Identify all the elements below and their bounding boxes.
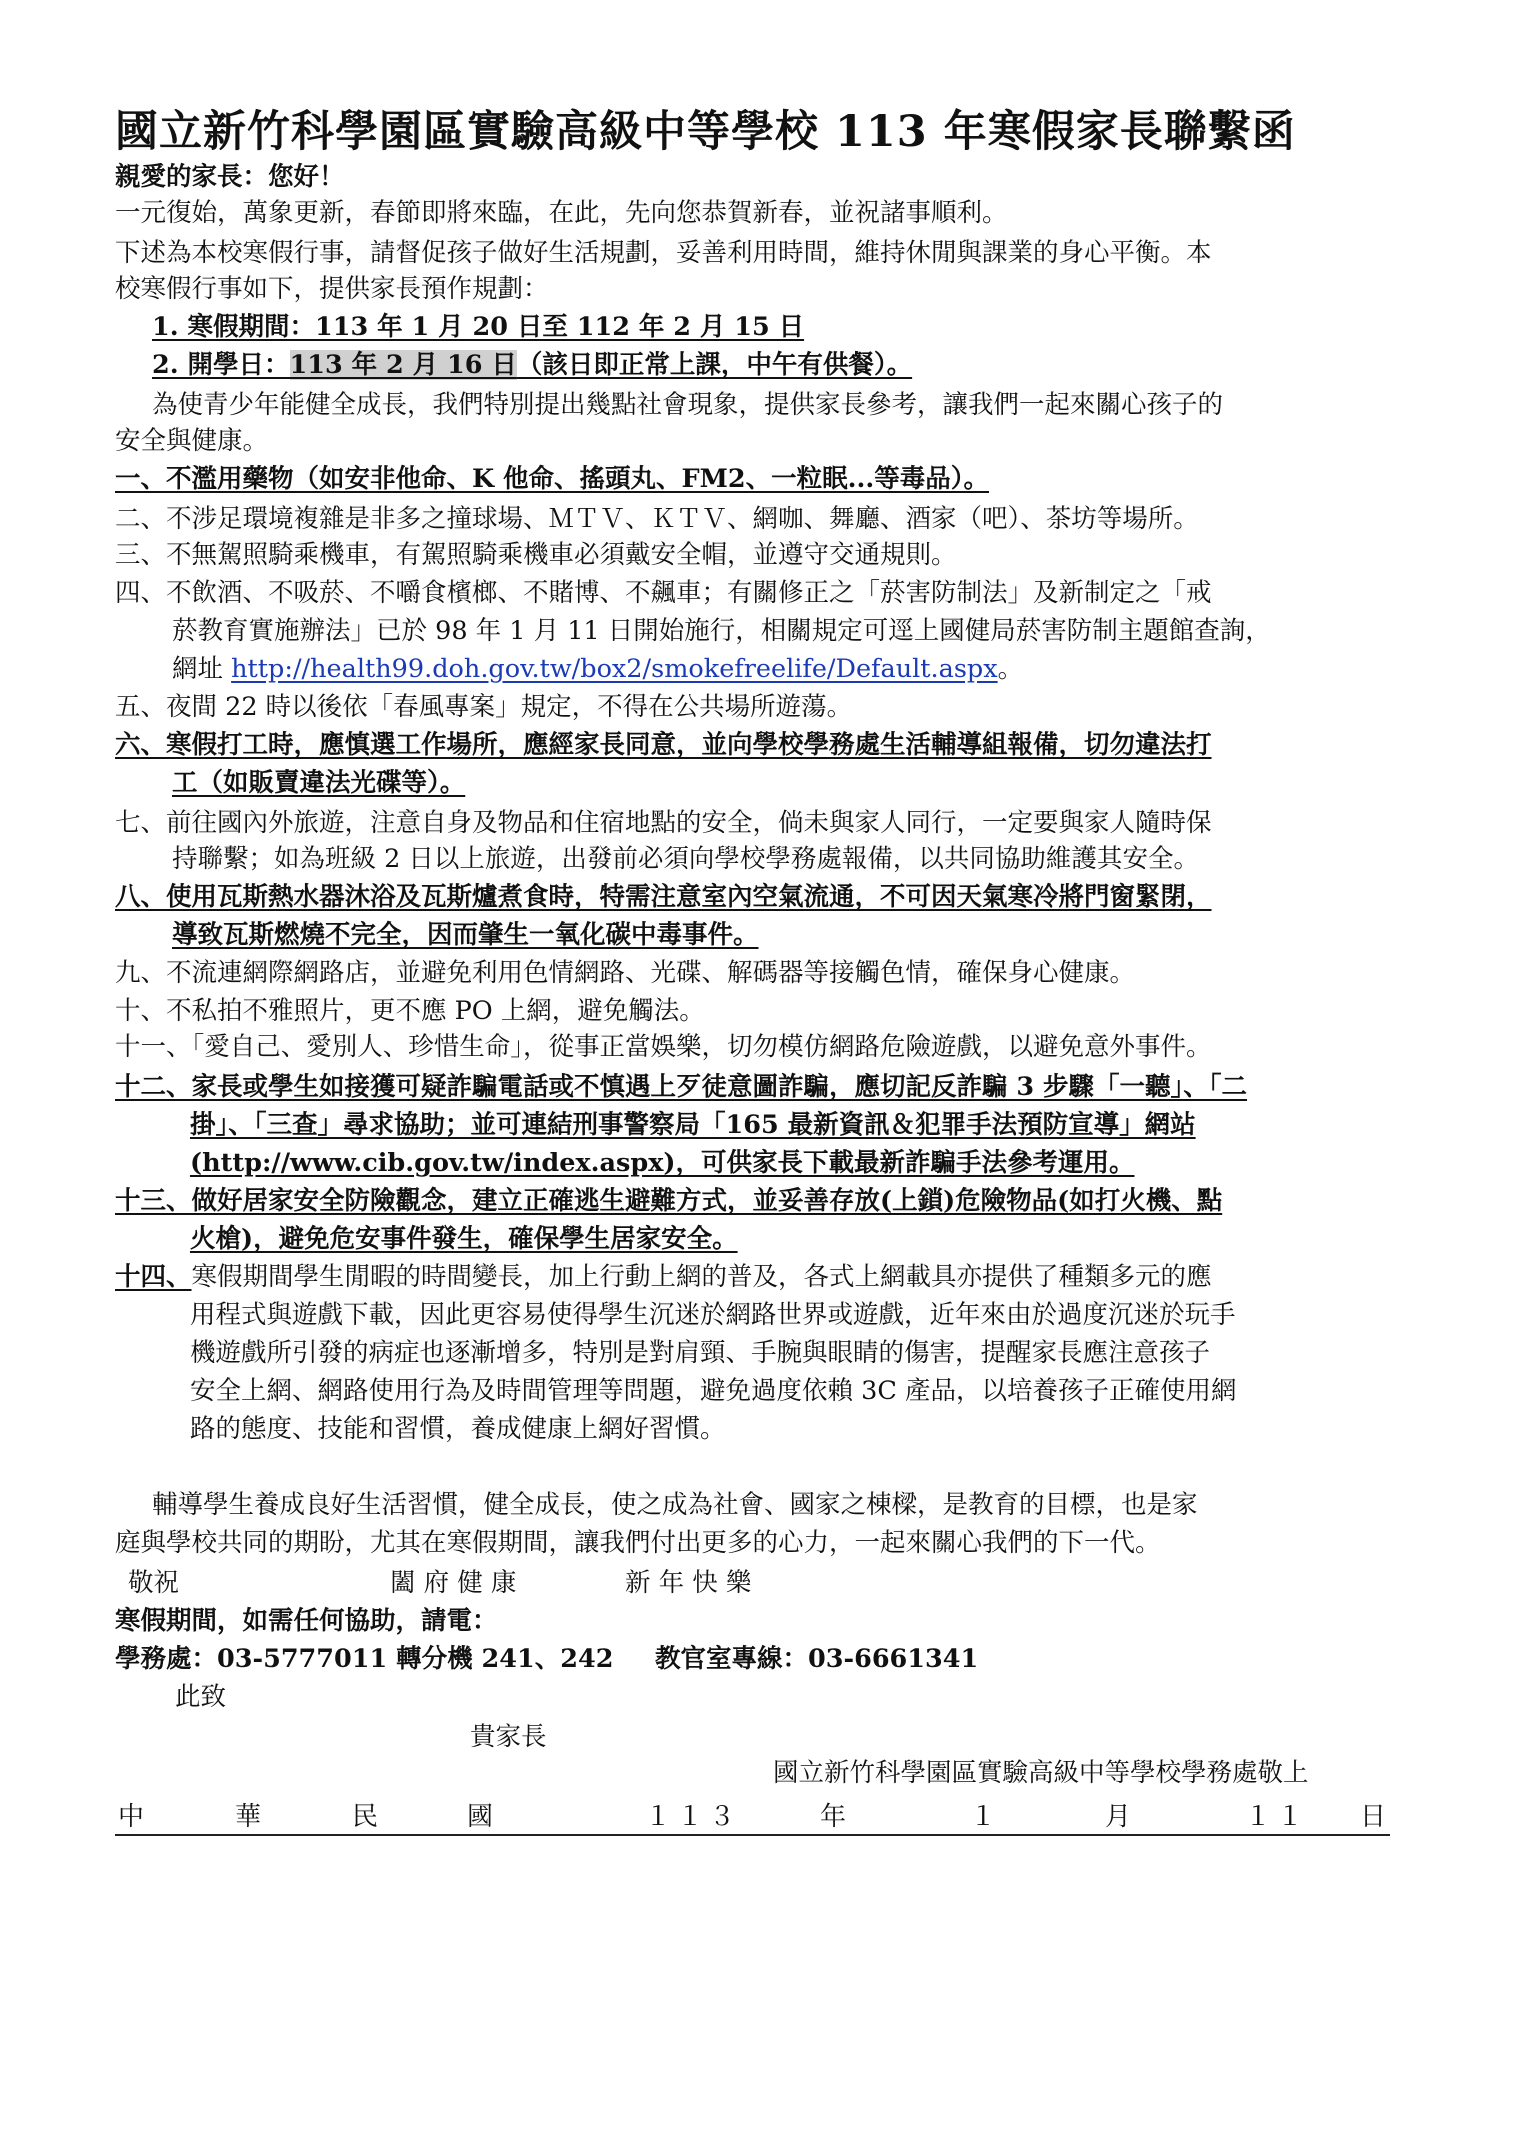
rule-12-line-2: 掛」、「三查」尋求協助；並可連結刑事警察局「165 最新資訊＆犯罪手法預防宣導」網站 (190, 1110, 1196, 1140)
rule-10: 十、不私拍不雅照片，更不應 PO 上網，避免觸法。 (115, 996, 705, 1026)
intro-line-2: 下述為本校寒假行事，請督促孩子做好生活規劃，妥善利用時間，維持休閒與課業的身心平衡。本 (115, 238, 1212, 268)
concern-intro-line-2: 安全與健康。 (115, 426, 269, 456)
intro-line-3: 校寒假行事如下，提供家長預作規劃： (115, 274, 549, 304)
sign-off-recipient: 貴家長 (470, 1722, 547, 1752)
rule-13-line-2: 火槍)，避免危安事件發生，確保學生居家安全。 (190, 1224, 738, 1254)
date-char-yue: 月 (1105, 1802, 1132, 1832)
date-char-ri: 日 (1360, 1802, 1387, 1832)
rule-14-text-1: 寒假期間學生閒暇的時間變長，加上行動上網的普及，各式上網載具亦提供了種類多元的應 (191, 1262, 1212, 1292)
rule-4-line-2: 菸教育實施辦法」已於 98 年 1 月 11 日開始施行，相關規定可逕上國健局菸害防制主題館查詢， (172, 616, 1271, 646)
contact-heading: 寒假期間，如需任何協助，請電： (115, 1606, 498, 1636)
rule-8-line-2: 導致瓦斯燃燒不完全，因而肇生一氧化碳中毒事件。 (172, 920, 759, 950)
wishes-health: 闔 府 健 康 (390, 1568, 517, 1598)
contact-office: 學務處：03-5777011 轉分機 241、242 (115, 1644, 614, 1674)
wishes-new-year: 新 年 快 樂 (625, 1568, 752, 1598)
rule-1: 一、不濫用藥物（如安非他命、K 他命、搖頭丸、FM2、一粒眠...等毒品）。 (115, 464, 989, 494)
rule-8-line-1: 八、使用瓦斯熱水器沐浴及瓦斯爐煮食時，特需注意室內空氣流通，不可因天氣寒冷將門窗緊閉， (115, 882, 1212, 912)
rule-14-line-2: 用程式與遊戲下載，因此更容易使得學生沉迷於網路世界或遊戲，近年來由於過度沉迷於玩手 (190, 1300, 1236, 1330)
rule-6-line-2: 工（如販賣違法光碟等）。 (172, 768, 466, 798)
rule-3: 三、不無駕照騎乘機車，有駕照騎乘機車必須戴安全帽，並遵守交通規則。 (115, 540, 957, 570)
date-year: １１３ (645, 1802, 742, 1832)
rule-2: 二、不涉足環境複雜是非多之撞球場、ＭＴＶ、ＫＴＶ、網咖、舞廳、酒家（吧）、茶坊等場所。 (115, 504, 1199, 534)
greeting: 親愛的家長：您好！ (115, 162, 345, 192)
schedule-school-start (152, 348, 912, 382)
rule-7-line-1: 七、前往國內外旅遊，注意自身及物品和住宿地點的安全，倘未與家人同行，一定要與家人隨時保 (115, 808, 1212, 838)
rule-12-line-3: (http://www.cib.gov.tw/index.aspx)，可供家長下載最新詐騙手法參考運用。 (190, 1148, 1135, 1178)
rule-13-line-1: 十三、做好居家安全防險觀念，建立正確逃生避難方式，並妥善存放(上鎖)危險物品(如打火機、點 (115, 1186, 1223, 1216)
rule-14-line-3: 機遊戲所引發的病症也逐漸增多，特別是對肩頸、手腕與眼睛的傷害，提醒家長應注意孩子 (190, 1338, 1211, 1368)
sign-off-to: 此致 (175, 1682, 227, 1712)
date-day: １１ (1245, 1802, 1310, 1832)
smokefree-link[interactable]: http://health99.doh.gov.tw/box2/smokefreelife/Default.aspx (231, 654, 998, 684)
school-start-date: 113 年 2 月 16 日 (289, 350, 517, 380)
rule-12-line-1: 十二、家長或學生如接獲可疑詐騙電話或不慎遇上歹徒意圖詐騙，應切記反詐騙 3 步驟「一聽」、「二 (115, 1072, 1248, 1102)
date-char-nian: 年 (820, 1802, 847, 1832)
date-char-zhong: 中 (118, 1802, 145, 1832)
letter-title: 國立新竹科學園區實驗高級中等學校 113 年寒假家長聯繫函 (115, 107, 1296, 157)
rule-4-line-3 (172, 652, 1023, 686)
rule-14-label: 十四、 (115, 1262, 192, 1292)
concern-intro-line-1: 為使青少年能健全成長，我們特別提出幾點社會現象，提供家長參考，讓我們一起來關心孩子的 (152, 390, 1224, 420)
rule-14-line-1 (115, 1260, 1212, 1294)
rule-14-line-5: 路的態度、技能和習慣，養成健康上網好習慣。 (190, 1414, 726, 1444)
schedule-winter-break: 1. 寒假期間：113 年 1 月 20 日至 112 年 2 月 15 日 (152, 312, 805, 342)
closing-line-1: 輔導學生養成良好生活習慣，健全成長，使之成為社會、國家之棟樑，是教育的目標，也是家 (152, 1490, 1198, 1520)
school-start-prefix: 2. 開學日： (152, 350, 290, 380)
rule-5: 五、夜間 22 時以後依「春風專案」規定，不得在公共場所遊蕩。 (115, 692, 853, 722)
wishes-respect: 敬祝 (128, 1568, 180, 1598)
rule-6-line-1: 六、寒假打工時，應慎選工作場所，應經家長同意，並向學校學務處生活輔導組報備，切勿違法打 (115, 730, 1212, 760)
intro-line-1: 一元復始，萬象更新，春節即將來臨，在此，先向您恭賀新春，並祝諸事順利。 (115, 198, 1008, 228)
rule-4-url-suffix: 。 (997, 654, 1024, 684)
rule-4-line-1: 四、不飲酒、不吸菸、不嚼食檳榔、不賭博、不飆車；有關修正之「菸害防制法」及新制定之「戒 (115, 578, 1212, 608)
date-month: １ (970, 1802, 997, 1832)
contact-instructor: 教官室專線：03-6661341 (655, 1644, 979, 1674)
rule-11: 十一、「愛自己、愛別人、珍惜生命」，從事正當娛樂，切勿模仿網路危險遊戲，以避免意外事件。 (115, 1032, 1212, 1062)
date-char-min: 民 (352, 1802, 379, 1832)
rule-7-line-2: 持聯繫；如為班級 2 日以上旅遊，出發前必須向學校學務處報備，以共同協助維護其安全。 (172, 844, 1199, 874)
rule-9: 九、不流連網際網路店，並避免利用色情網路、光碟、解碼器等接觸色情，確保身心健康。 (115, 958, 1136, 988)
date-char-guo: 國 (467, 1802, 494, 1832)
closing-line-2: 庭與學校共同的期盼，尤其在寒假期間，讓我們付出更多的心力，一起來關心我們的下一代。 (115, 1528, 1161, 1558)
sign-off-sender: 國立新竹科學園區實驗高級中等學校學務處敬上 (773, 1758, 1309, 1788)
rule-14-line-4: 安全上網、網路使用行為及時間管理等問題，避免過度依賴 3C 產品，以培養孩子正確使用網 (190, 1376, 1237, 1406)
rule-4-url-prefix: 網址 (172, 654, 232, 684)
date-char-hua: 華 (235, 1802, 262, 1832)
date-line (115, 1796, 1390, 1836)
school-start-suffix: （該日即正常上課，中午有供餐）。 (516, 350, 913, 380)
